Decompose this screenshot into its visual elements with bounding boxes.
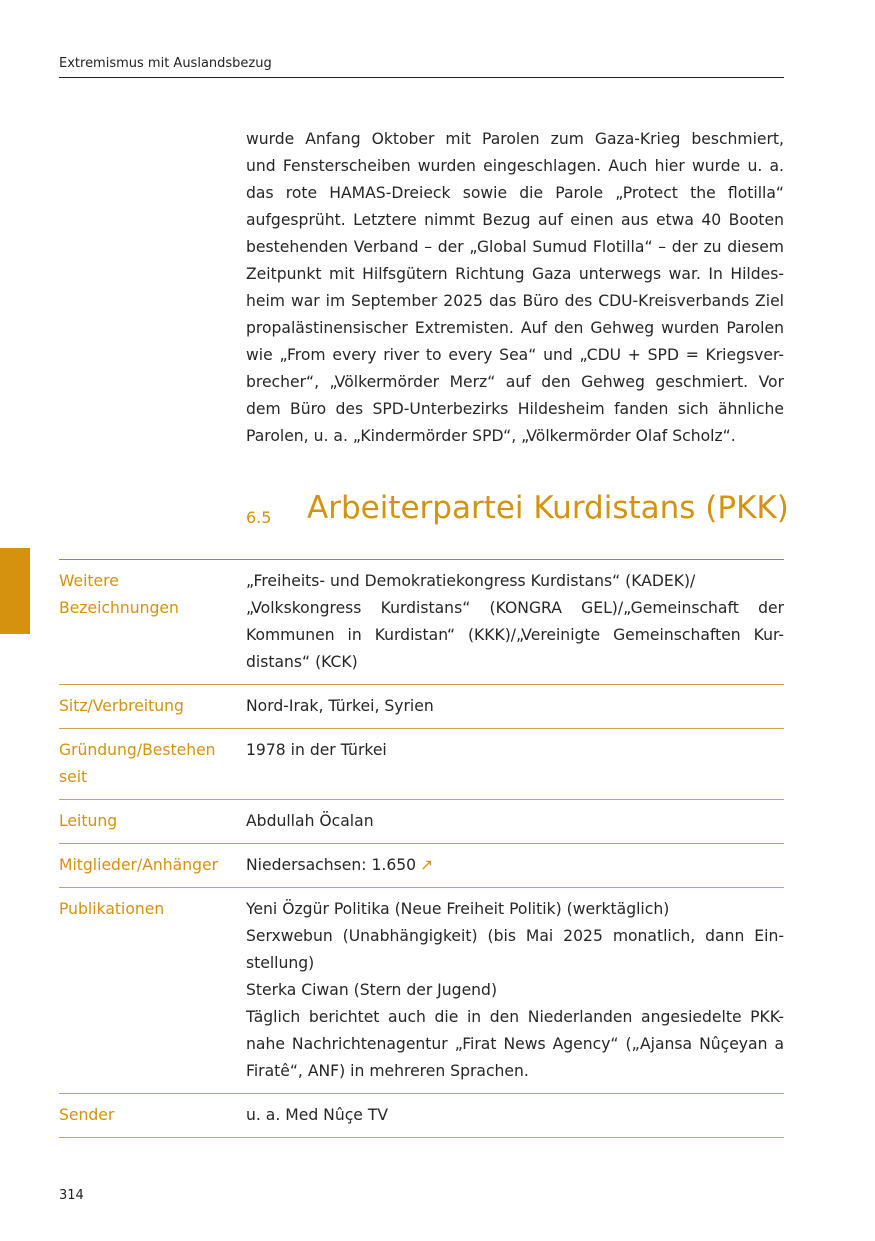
body-paragraph	[246, 126, 784, 450]
value-line: Täglich berichtet auch die in den Niederlanden angesiedelte PKK-	[246, 1008, 784, 1026]
value-line: stellung)	[246, 954, 315, 972]
paragraph-line: bestehenden Verband – der „Global Sumud Flotilla“ – der zu diesem	[246, 238, 784, 256]
value-line: Abdullah Öcalan	[246, 812, 374, 830]
row-value	[246, 852, 784, 879]
running-head: Extremismus mit Auslandsbezug	[59, 56, 784, 78]
paragraph-line: Parolen, u. a. „Kindermörder SPD“, „Völkermörder Olaf Scholz“.	[246, 427, 736, 445]
paragraph-line: brecher“, „Völkermörder Merz“ auf den Gehweg geschmiert. Vor	[246, 373, 784, 391]
value-line: 1978 in der Türkei	[246, 741, 387, 759]
row-value	[246, 808, 784, 835]
section-title: Arbeiterpartei Kurdistans (PKK)	[307, 490, 789, 526]
value-line: Kommunen in Kurdistan“ (KKK)/„Vereinigte Gemeinschaften Kur-	[246, 626, 784, 644]
value-line: u. a. Med Nûçe TV	[246, 1106, 389, 1124]
row-label: Mitglieder/Anhänger	[59, 856, 218, 874]
table-row	[59, 685, 784, 729]
paragraph-line: das rote HAMAS-Dreieck sowie die Parole „Protect the flotilla“	[246, 184, 784, 202]
row-label: Gründung/Bestehen seit	[59, 741, 216, 786]
paragraph-line: aufgesprüht. Letztere nimmt Bezug auf einen aus etwa 40 Booten	[246, 211, 784, 229]
table-row	[59, 844, 784, 888]
row-value	[246, 737, 784, 791]
paragraph-line: wie „From every river to every Sea“ und „CDU + SPD = Kriegsver-	[246, 346, 784, 364]
row-label: Weitere Bezeichnungen	[59, 572, 179, 617]
paragraph-line: propalästinensischer Extremisten. Auf den Gehweg wurden Parolen	[246, 319, 784, 337]
row-value	[246, 1102, 784, 1129]
facts-table	[59, 559, 784, 1138]
row-label: Sender	[59, 1106, 115, 1124]
value-line: „Volkskongress Kurdistans“ (KONGRA GEL)/„Gemeinschaft der	[246, 599, 784, 617]
paragraph-line: wurde Anfang Oktober mit Parolen zum Gaza-Krieg beschmiert,	[246, 130, 784, 148]
value-line: Firatê“, ANF) in mehreren Sprachen.	[246, 1062, 529, 1080]
paragraph-line: dem Büro des SPD-Unterbezirks Hildesheim fanden sich ähnliche	[246, 400, 784, 418]
paragraph-line: Zeitpunkt mit Hilfsgütern Richtung Gaza unterwegs war. In Hildes-	[246, 265, 784, 283]
value-line	[246, 852, 784, 879]
row-value	[246, 568, 784, 676]
page-number: 314	[59, 1188, 84, 1203]
value-line: distans“ (KCK)	[246, 653, 358, 671]
value-line: Sterka Ciwan (Stern der Jugend)	[246, 981, 498, 999]
row-label: Publikationen	[59, 900, 165, 918]
value-line: Serxwebun (Unabhängigkeit) (bis Mai 2025 monatlich, dann Ein-	[246, 927, 784, 945]
table-row	[59, 1094, 784, 1138]
row-label: Leitung	[59, 812, 118, 830]
chapter-tab-marker	[0, 548, 30, 634]
member-count: Niedersachsen: 1.650	[246, 856, 417, 874]
row-value	[246, 693, 784, 720]
value-line: nahe Nachrichtenagentur „Firat News Agency“ („Ajansa Nûçeyan a	[246, 1035, 784, 1053]
table-row	[59, 888, 784, 1094]
section-number: 6.5	[246, 508, 272, 527]
value-line: Nord-Irak, Türkei, Syrien	[246, 697, 434, 715]
paragraph-line: heim war im September 2025 das Büro des CDU-Kreisverbands Ziel	[246, 292, 784, 310]
arrow-up-right-icon: ↗	[420, 856, 434, 874]
section-heading	[246, 490, 789, 540]
table-row	[59, 560, 784, 685]
table-row	[59, 800, 784, 844]
value-line: „Freiheits- und Demokratiekongress Kurdistans“ (KADEK)/	[246, 572, 696, 590]
row-value	[246, 896, 784, 1085]
value-line: Yeni Özgür Politika (Neue Freiheit Politik) (werktäglich)	[246, 900, 670, 918]
row-label: Sitz/Verbreitung	[59, 697, 184, 715]
table-row	[59, 729, 784, 800]
paragraph-line: und Fensterscheiben wurden eingeschlagen. Auch hier wurde u. a.	[246, 157, 784, 175]
